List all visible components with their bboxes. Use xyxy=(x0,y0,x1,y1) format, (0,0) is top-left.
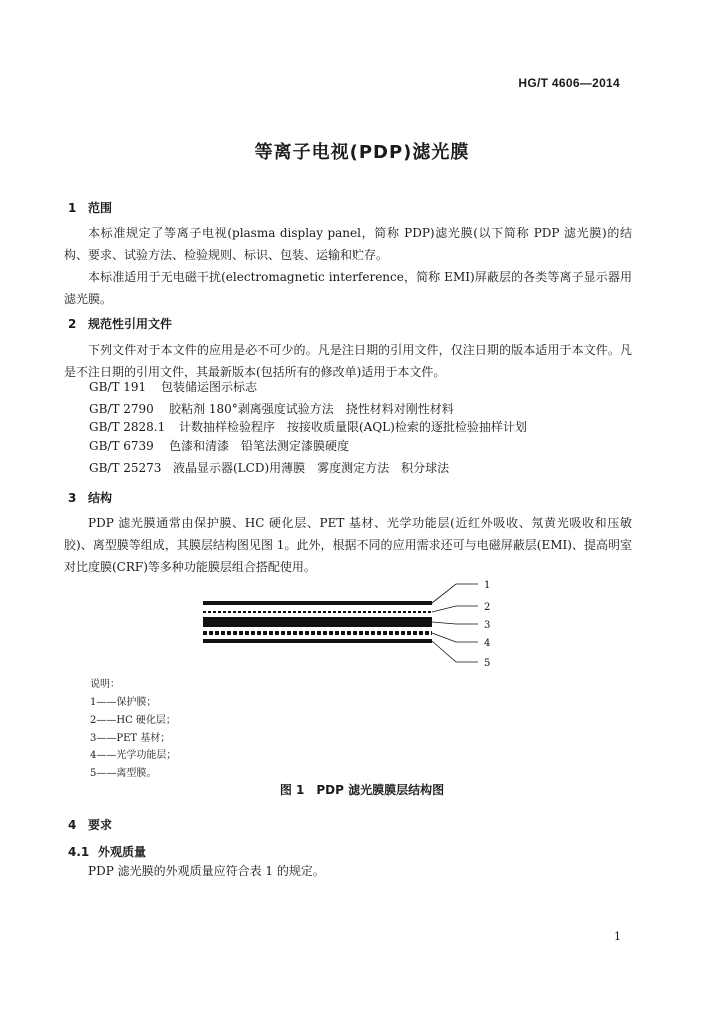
layer-release-film xyxy=(203,639,432,643)
reference-code: GB/T 25273 xyxy=(89,461,162,475)
legend-item: 5——离型膜。 xyxy=(90,768,157,779)
subsection-number: 4.1 xyxy=(68,845,90,859)
section-number: 2 xyxy=(68,317,77,331)
section-number: 4 xyxy=(68,818,77,832)
subsection-title: 外观质量 xyxy=(98,845,147,859)
reference-title: 包装储运图示标志 xyxy=(161,380,258,394)
section-title: 要求 xyxy=(88,818,113,832)
reference-code: GB/T 2828.1 xyxy=(89,420,166,434)
section-title: 结构 xyxy=(88,491,113,505)
section-3-heading xyxy=(68,489,112,506)
page-number: 1 xyxy=(614,930,621,943)
callout-label: 3 xyxy=(484,620,491,631)
reference-title: 计数抽样检验程序 按接收质量限(AQL)检索的逐批检验抽样计划 xyxy=(179,420,527,434)
legend-item: 3——PET 基材； xyxy=(90,733,171,744)
section-number: 3 xyxy=(68,491,77,505)
legend-item: 2——HC 硬化层； xyxy=(90,715,176,726)
section-2-paragraph-1: 下列文件对于本文件的应用是必不可少的。凡是注日期的引用文件，仅注日期的版本适用于本文件。凡是不注日期的引用文件，其最新版本(包括所有的修改单)适用于本文件。 xyxy=(64,343,632,379)
callout-leader-4 xyxy=(432,633,478,642)
callout-label: 5 xyxy=(484,658,491,669)
document-title: 等离子电视(PDP)滤光膜 xyxy=(254,142,470,163)
section-2-heading xyxy=(68,315,172,332)
callout-label: 1 xyxy=(484,580,491,591)
reference-code: GB/T 6739 xyxy=(89,439,154,453)
legend-title: 说明： xyxy=(90,679,120,690)
section-4-heading xyxy=(68,816,112,833)
section-1-paragraph-1: 本标准规定了等离子电视(plasma display panel，简称 PDP)滤光膜(以下简称 PDP 滤光膜)的结构、要求、试验方法、检验规则、标识、包装、运输和贮存。 xyxy=(64,226,632,262)
reference-title: 色漆和清漆 铅笔法测定漆膜硬度 xyxy=(169,439,350,453)
subsection-4-1-heading xyxy=(68,843,146,860)
section-title: 范围 xyxy=(88,201,113,215)
normative-reference xyxy=(89,459,449,476)
section-3-paragraph-1: PDP 滤光膜通常由保护膜、HC 硬化层、PET 基材、光学功能层(近红外吸收、氖黄光吸收和压敏胶)、离型膜等组成，其膜层结构图见图 1。此外，根据不同的应用需求还可与电磁屏蔽层(EMI)、提高明室对比度膜(CRF)等多种功能膜层组合搭配使用。 xyxy=(64,516,632,574)
layer-protective-film xyxy=(203,601,432,605)
legend-item: 1——保护膜； xyxy=(90,697,157,708)
section-title: 规范性引用文件 xyxy=(88,317,173,331)
callout-leader-2 xyxy=(432,606,478,612)
section-1-paragraph-2: 本标准适用于无电磁干扰(electromagnetic interference，简称 EMI)屏蔽层的各类等离子显示器用滤光膜。 xyxy=(64,270,632,306)
section-4-1-paragraph-1: PDP 滤光膜的外观质量应符合表 1 的规定。 xyxy=(88,864,325,878)
layer-structure-diagram xyxy=(0,572,724,692)
section-number: 1 xyxy=(68,201,77,215)
reference-title: 胶粘剂 180°剥离强度试验方法 挠性材料对刚性材料 xyxy=(169,402,454,416)
callout-label: 4 xyxy=(484,638,491,649)
standard-code: HG/T 4606—2014 xyxy=(518,76,620,90)
callout-label: 2 xyxy=(484,602,491,613)
figure-caption: 图 1 PDP 滤光膜膜层结构图 xyxy=(279,783,445,797)
callout-leader-3 xyxy=(432,622,478,624)
reference-code: GB/T 2790 xyxy=(89,402,154,416)
normative-reference xyxy=(89,400,454,417)
reference-code: GB/T 191 xyxy=(89,380,147,394)
section-1-heading xyxy=(68,199,112,216)
normative-reference xyxy=(89,437,349,454)
reference-title: 液晶显示器(LCD)用薄膜 雾度测定方法 积分球法 xyxy=(173,461,450,475)
callout-leader-5 xyxy=(432,641,478,662)
normative-reference xyxy=(89,418,527,435)
normative-reference xyxy=(89,378,257,395)
legend-item: 4——光学功能层； xyxy=(90,750,177,761)
layer-pet-substrate xyxy=(203,617,432,627)
callout-leader-1 xyxy=(432,584,478,603)
